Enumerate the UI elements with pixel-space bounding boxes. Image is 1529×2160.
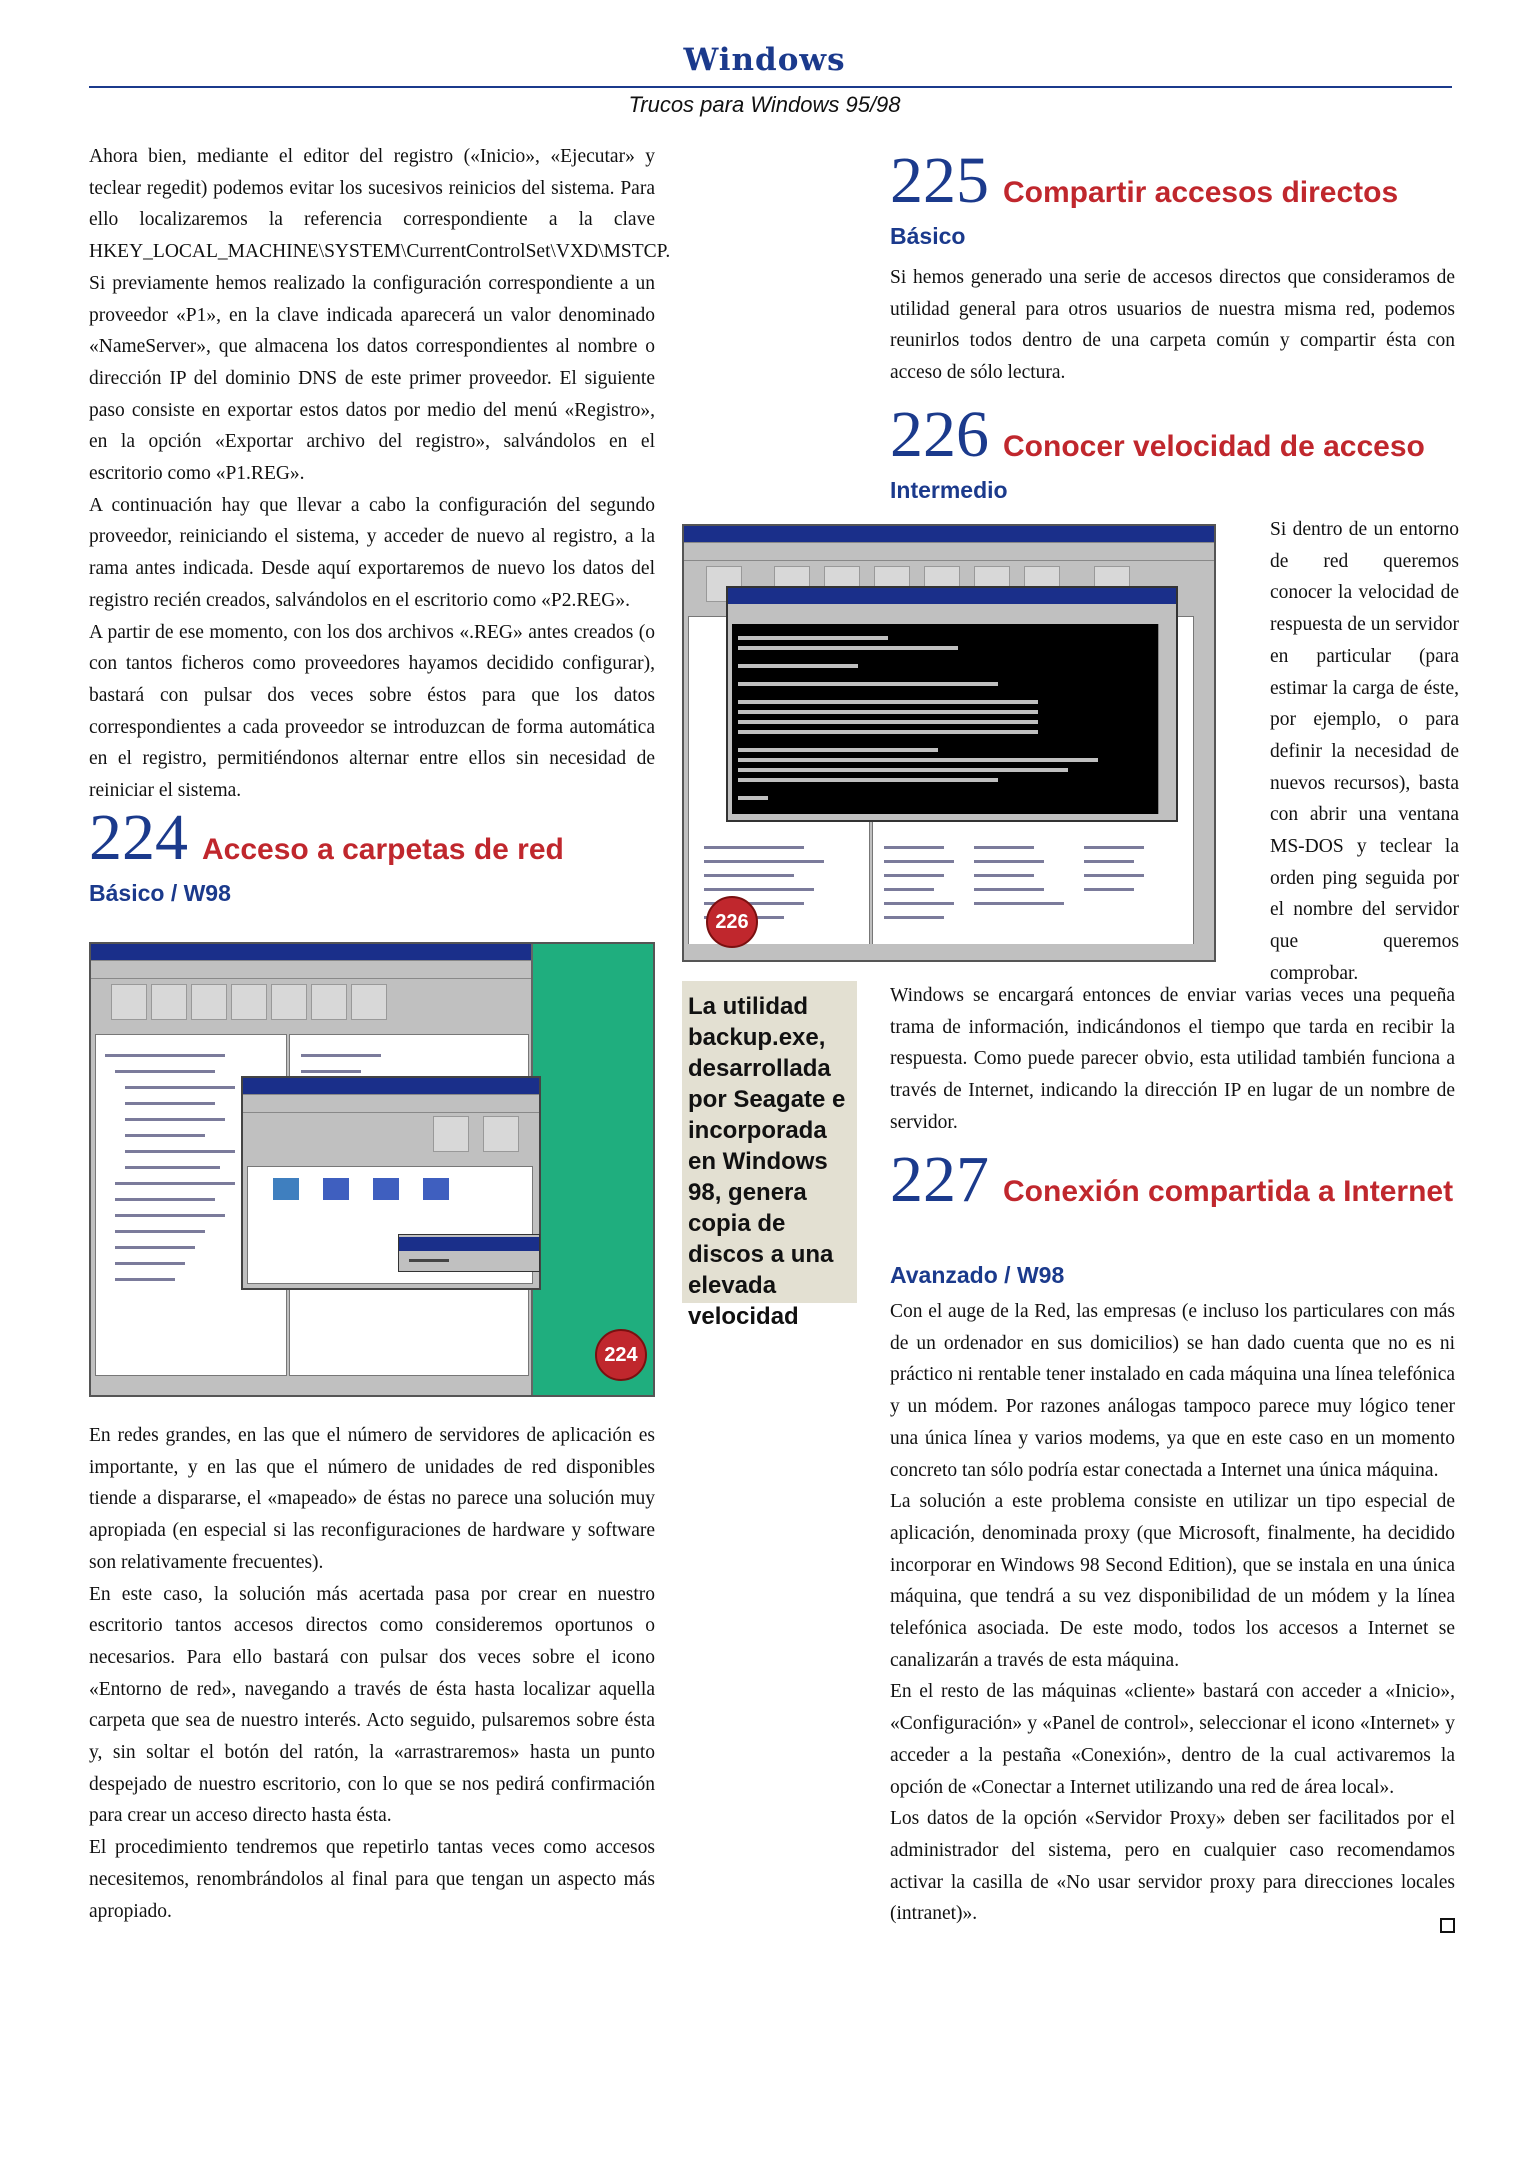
section-226-heading xyxy=(890,397,1450,473)
section-227-text xyxy=(890,1296,1455,1930)
section-level: Básico / W98 xyxy=(89,880,231,906)
section-subtitle: Trucos para Windows 95/98 xyxy=(628,92,901,117)
section-level: Avanzado / W98 xyxy=(890,1262,1065,1288)
section-number: 227 xyxy=(890,1143,989,1216)
msdos-window xyxy=(726,586,1178,822)
section-225-heading xyxy=(890,143,1450,219)
paragraph: En este caso, la solución más acertada pasa por crear en nuestro escritorio tantos accesos directos como consideremos oportunos o necesarios. Para ello bastará con pulsar dos veces sobre el icono «Entorno de red», navegando a través de ésta hasta localizar aquella carpeta que sea de nuestro interés. Acto seguido, pulsaremos sobre ésta y, sin soltar el botón del ratón, la «arrastraremos» hasta un punto despejado de nuestro escritorio, con lo que se nos pedirá confirmación para crear un acceso directo hasta ésta. xyxy=(89,1583,655,1827)
paragraph: La solución a este problema consiste en utilizar un tipo especial de aplicación, denominada proxy (que Microsoft, finalmente, ha decidido incorporar en Windows 98 Second Edition), que se instala en una única máquina, que tendrá a su vez disponibilidad de un módem y la línea telefónica asociada. De este modo, todos los accesos a Internet se canalizarán a través de esta máquina. xyxy=(890,1491,1455,1671)
section-224-text xyxy=(89,1420,655,1927)
section-heading: Conexión compartida a Internet xyxy=(1003,1175,1454,1208)
screenshot-224 xyxy=(89,942,655,1397)
section-title: Windows xyxy=(683,42,846,78)
context-menu xyxy=(398,1234,540,1272)
section-224-heading xyxy=(89,800,669,876)
paragraph: A partir de ese momento, con los dos archivos «.REG» antes creados (o con tantos ficheros como proveedores hayamos decidido configurar), bastará con pulsar dos veces sobre éstos para que los datos correspondientes a cada proveedor se introduzcan de forma automática en el registro, permitiéndonos alternar entre ellos sin necesidad de reiniciar el sistema. xyxy=(89,621,655,802)
section-number: 225 xyxy=(890,144,989,217)
paragraph: Si dentro de un entorno de red queremos conocer la velocidad de respuesta de un servidor en particular (para estimar la carga de éste, por ejemplo, o para definir la necesidad de nuevos recursos), basta con abrir una ventana MS-DOS y teclear la orden ping seguida por el nombre del servidor que queremos comprobar. xyxy=(1270,519,1459,984)
figure-badge: 226 xyxy=(706,896,758,948)
paragraph: El procedimiento tendremos que repetirlo tantas veces como accesos necesitemos, renombrándolos al final para que tengan un aspecto más apropiado. xyxy=(89,1837,655,1922)
left-intro-text xyxy=(89,141,671,807)
paragraph: A continuación hay que llevar a cabo la configuración del segundo proveedor, reiniciando el sistema, y acceder de nuevo al registro, a la rama antes indicada. Desde aquí exportaremos de nuevo los datos del registro recién creados, salvándolos en el escritorio como «P2.REG». xyxy=(89,494,655,611)
paragraph: Con el auge de la Red, las empresas (e incluso los particulares con más de un ordenador en sus domicilios) se han dado cuenta que no es ni práctico ni rentable tener instalado en cada máquina una línea telefónica y un módem. Por razones análogas tampoco parece muy lógico tener una única línea y varios modems, ya que en este caso en un momento concreto tan sólo podría estar conectada a Internet una única máquina. xyxy=(890,1301,1455,1481)
section-number: 224 xyxy=(89,801,188,874)
paragraph: Los datos de la opción «Servidor Proxy» deben ser facilitados por el administrador del sistema, pero en cualquier caso recomendamos activar la casilla de «No usar servidor proxy para direcciones locales (intranet)». xyxy=(890,1808,1455,1925)
screenshot-226 xyxy=(682,524,1216,962)
section-226-text xyxy=(890,980,1455,1139)
header-rule xyxy=(89,86,1452,88)
section-heading: Acceso a carpetas de red xyxy=(202,833,564,866)
figure-badge: 224 xyxy=(595,1329,647,1381)
paragraph: Si previamente hemos realizado la configuración correspondiente a un proveedor «P1», en la clave indicada aparecerá un valor denominado «NameServer», que almacena los datos correspondientes al nombre o dirección IP del dominio DNS de este primer proveedor. El siguiente paso consiste en exportar estos datos por medio del menú «Registro», en la opción «Exportar archivo del registro», salvándolos en el escritorio como «P1.REG». xyxy=(89,272,655,485)
section-number: 226 xyxy=(890,398,989,471)
msdos-console xyxy=(732,624,1158,814)
section-heading: Compartir accesos directos xyxy=(1003,176,1399,209)
section-level: Intermedio xyxy=(890,477,1008,503)
paragraph: En redes grandes, en las que el número de servidores de aplicación es importante, y en las que el número de unidades de red disponibles tiende a dispararse, el «mapeado» de éstas no parece una solución muy apropiada (en especial si las reconfiguraciones de hardware y software son relativamente frecuentes). xyxy=(89,1425,655,1573)
section-225-text xyxy=(890,262,1455,389)
section-level: Básico xyxy=(890,223,966,249)
paragraph: Windows se encargará entonces de enviar varias veces una pequeña trama de información, indicándonos el tiempo que tarda en recibir la respuesta. Como puede parecer obvio, esta utilidad también funciona a través de Internet, indicando la dirección IP en lugar de un nombre de servidor. xyxy=(890,985,1455,1133)
section-227-heading xyxy=(890,1142,1455,1218)
section-226-side-text xyxy=(1270,514,1459,990)
paragraph: Ahora bien, mediante el editor del registro («Inicio», «Ejecutar» y teclear regedit) podemos evitar los sucesivos reinicios del sistema. Para ello localizaremos la referencia correspondiente a la clave HKEY_LOCAL_MACHINE\SYSTEM\CurrentControlSet\VXD\MSTCP. xyxy=(89,146,671,263)
section-heading: Conocer velocidad de acceso xyxy=(1003,430,1425,463)
paragraph: Si hemos generado una serie de accesos directos que consideramos de utilidad general para otros usuarios de nuestra misma red, podemos reunirlos todos dentro de una carpeta común y compartir ésta con acceso de sólo lectura. xyxy=(890,267,1455,384)
figure-caption: La utilidad backup.exe, desarrollada por Seagate e incorporada en Windows 98, genera copia de discos a una elevada velocidad xyxy=(682,981,857,1303)
paragraph: En el resto de las máquinas «cliente» bastará con acceder a «Inicio», «Configuración» y «Panel de control», seleccionar el icono «Internet» y acceder a la pestaña «Conexión», dentro de la cual activaremos la opción de «Conectar a Internet utilizando una red de área local». xyxy=(890,1681,1455,1798)
end-mark-icon xyxy=(1440,1918,1455,1938)
